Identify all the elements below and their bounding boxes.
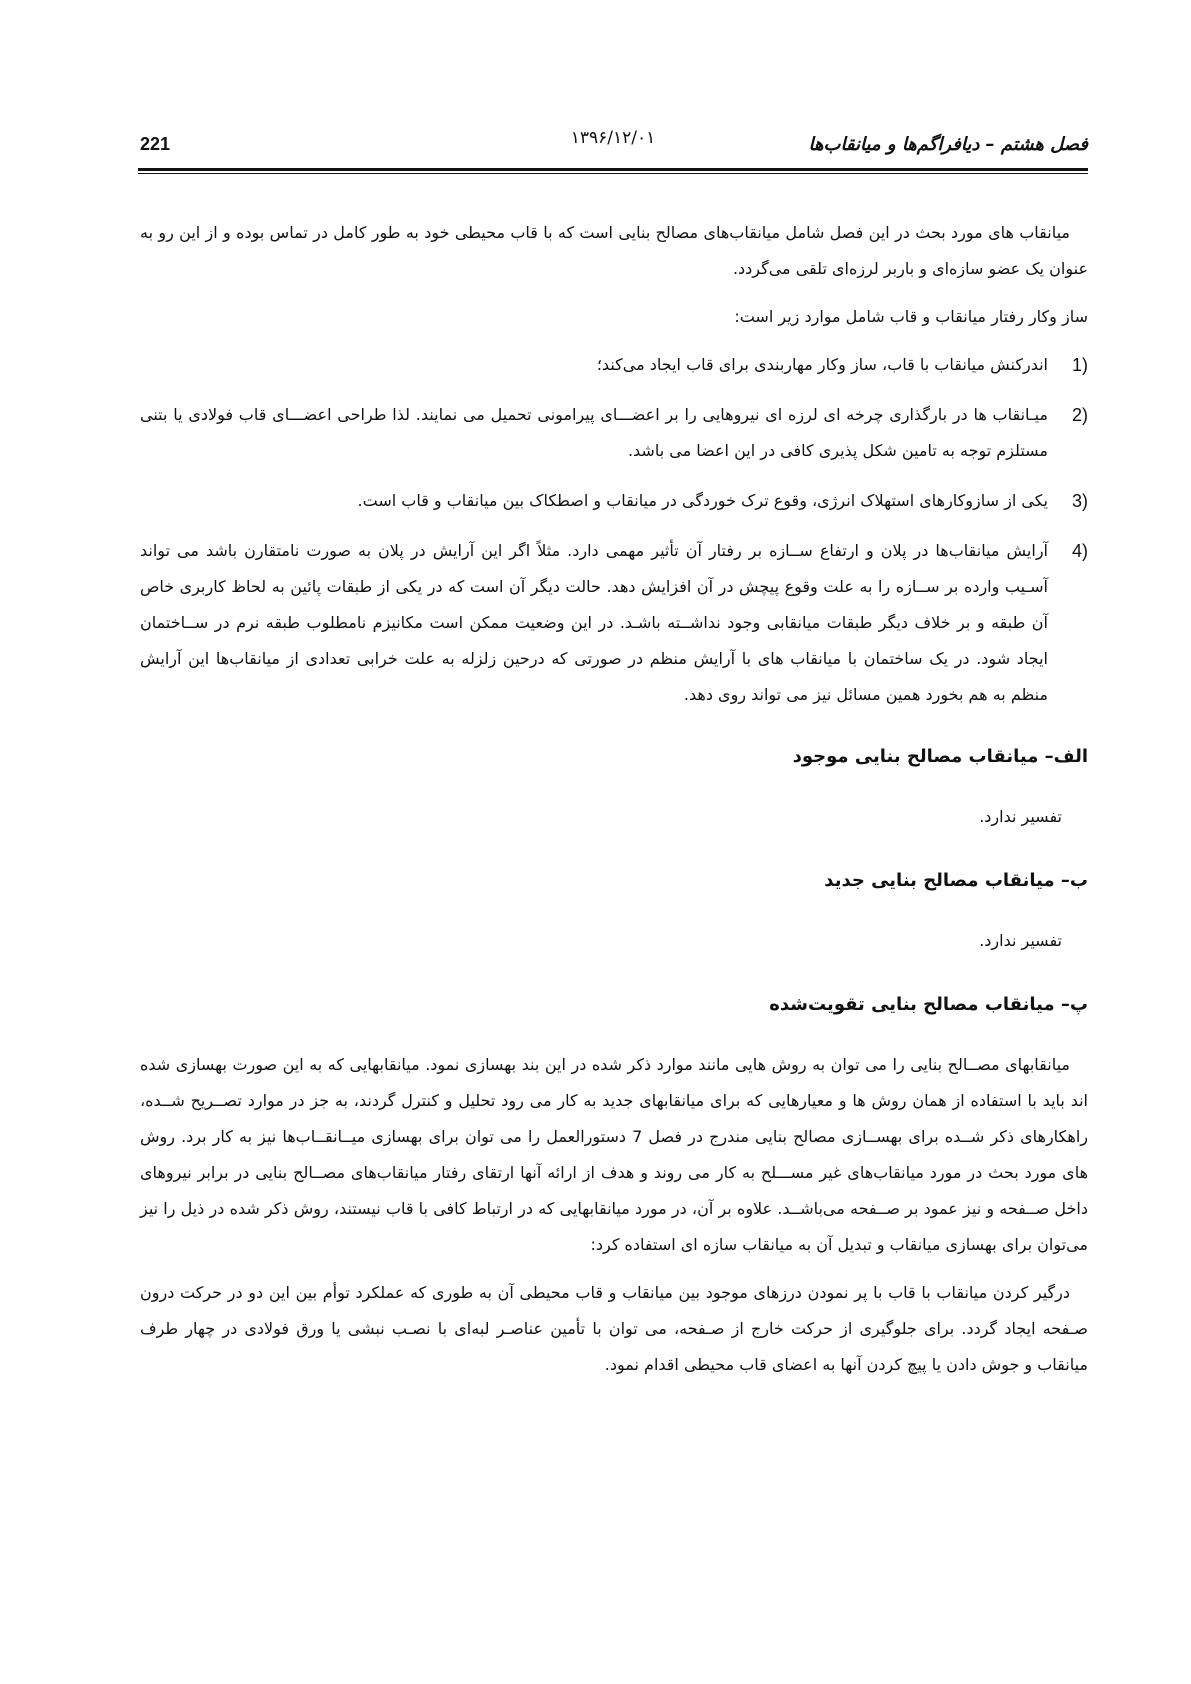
section-b-heading: ب– میانقاب مصالح بنایی جدید [824, 870, 1088, 891]
header-rule-thin [138, 173, 1088, 174]
chapter-title: فصل هشتم – دیافراگم‌ها و میانقاب‌ها [808, 134, 1088, 155]
section-p-paragraph-1: میانقابهای مصــالح بنایی را می توان به روش هایی مانند موارد ذکر شده در این بند بهسازی نمود. میانقابهایی که به این صورت بهسازی شده اند باید با استفاده از همان روش ها و معیارهایی که برای میانقابهای جدید به کار می رود تحلیل و کنترل گردند، به جز در موارد تصــریح شــده، راهکارهای ذکر شــده برای بهســازی مصالح بنایی مندرج در فصل 7 دستورالعمل را می توان برای بهسازی میــانقــاب‌ها نیز به کار برد. روش های مورد بحث در مورد میانقاب‌های غیر مســـلح به کار می روند و هدف از ارائه آنها ارتقای رفتار میانقاب‌های مصــالح بنایی در برابر نیروهای داخل صــفحه و نیز عمود بر صــفحه می‌باشــد. علاوه بر آن، در مورد میانقابهایی که در ارتباط کافی با قاب نیستند، روش ذکر شده در ذیل را نیز می‌توان برای بهسازی میانقاب و تبدیل آن به میانقاب سازه ای استفاده کرد: [140, 1055, 1088, 1254]
list-item-text: اندرکنش میانقاب با قاب، ساز وکار مهاربندی برای قاب ایجاد می‌کند؛ [596, 355, 1048, 374]
page-body [140, 215, 1088, 1395]
section-b-note: تفسیر ندارد. [979, 931, 1062, 950]
header-date: ۱۳۹۶/۱۲/۰۱ [570, 128, 656, 148]
section-p-heading: پ– میانقاب مصالح بنایی تقویت‌شده [769, 994, 1088, 1015]
page-header [138, 128, 1088, 162]
list-item [140, 483, 1088, 519]
list-item-number: 3) [1071, 491, 1088, 511]
list-item-number: 2) [1071, 405, 1088, 425]
mechanism-intro: ساز وکار رفتار میانقاب و قاب شامل موارد زیر است: [734, 307, 1088, 326]
intro-paragraph: میانقاب های مورد بحث در این فصل شامل میانقاب‌های مصالح بنایی است که با قاب محیطی خود به طور کامل در تماس بوده و از این رو به عنوان یک عضو سازه‌ای و باربر لرزه‌ای تلقی می‌گردد. [140, 223, 1088, 278]
mechanism-list [140, 347, 1088, 713]
section-a-heading: الف– میانقاب مصالح بنایی موجود [792, 746, 1088, 767]
list-item [140, 533, 1088, 713]
header-rule-thick [138, 168, 1088, 171]
list-item-text: یکی از سازوکارهای استهلاک انرژی، وقوع ترک خوردگی در میانقاب و اصطکاک بین میانقاب و قاب است. [357, 491, 1048, 510]
page-number: 221 [140, 134, 171, 154]
list-item [140, 397, 1088, 469]
section-p-paragraph-2: درگیر کردن میانقاب با قاب با پر نمودن درزهای موجود بین میانقاب و قاب محیطی آن به طوری که عملکرد توأم بین این دو در حرکت درون صـفحه ایجاد گردد. برای جلوگیری از حرکت خارج از صـفحه، می توان با تأمین عناصـر لبه‌ای با نصـب نبشی یا ورق فولادی در چهار طرف میانقاب و جوش دادن یا پیچ کردن آنها به اعضای قاب محیطی اقدام نمود. [140, 1283, 1088, 1374]
list-item-number: 4) [1071, 541, 1088, 561]
list-item [140, 347, 1088, 383]
list-item-text: آرایش میانقاب‌ها در پلان و ارتفاع ســازه بر رفتار آن تأثیر مهمی دارد. مثلاً اگر این آرایش در پلان به صورت نامتقارن باشد می تواند آسـیب وارده بر ســازه را به علت وقوع پیچش در آن افزایش دهد. حالت دیگر آن است که در یکی از طبقات پائین به لحاظ کاربری خاص آن طبقه و بر خلاف دیگر طبقات میانقابی وجود نداشــته باشـد. در این وضعیت ممکن است مکانیزم نامطلوب طبقه نرم در ســاختمان ایجاد شود. در یک ساختمان با میانقاب های با آرایش منظم در صورتی که درحین زلزله به علت خرابی تعدادی از میانقاب‌ها این آرایش منظم به هم بخورد همین مسائل نیز می تواند روی دهد. [140, 541, 1048, 704]
list-item-text: میـانقاب ها در بارگذاری چرخه ای لرزه ای نیروهایی را بر اعضـــای پیرامونی تحمیل می نمایند. لذا طراحی اعضـــای قاب فولادی یا بتنی مستلزم توجه به تامین شکل پذیری کافی در این اعضا می باشد. [140, 405, 1048, 460]
section-a-note: تفسیر ندارد. [979, 807, 1062, 826]
list-item-number: 1) [1071, 355, 1088, 375]
